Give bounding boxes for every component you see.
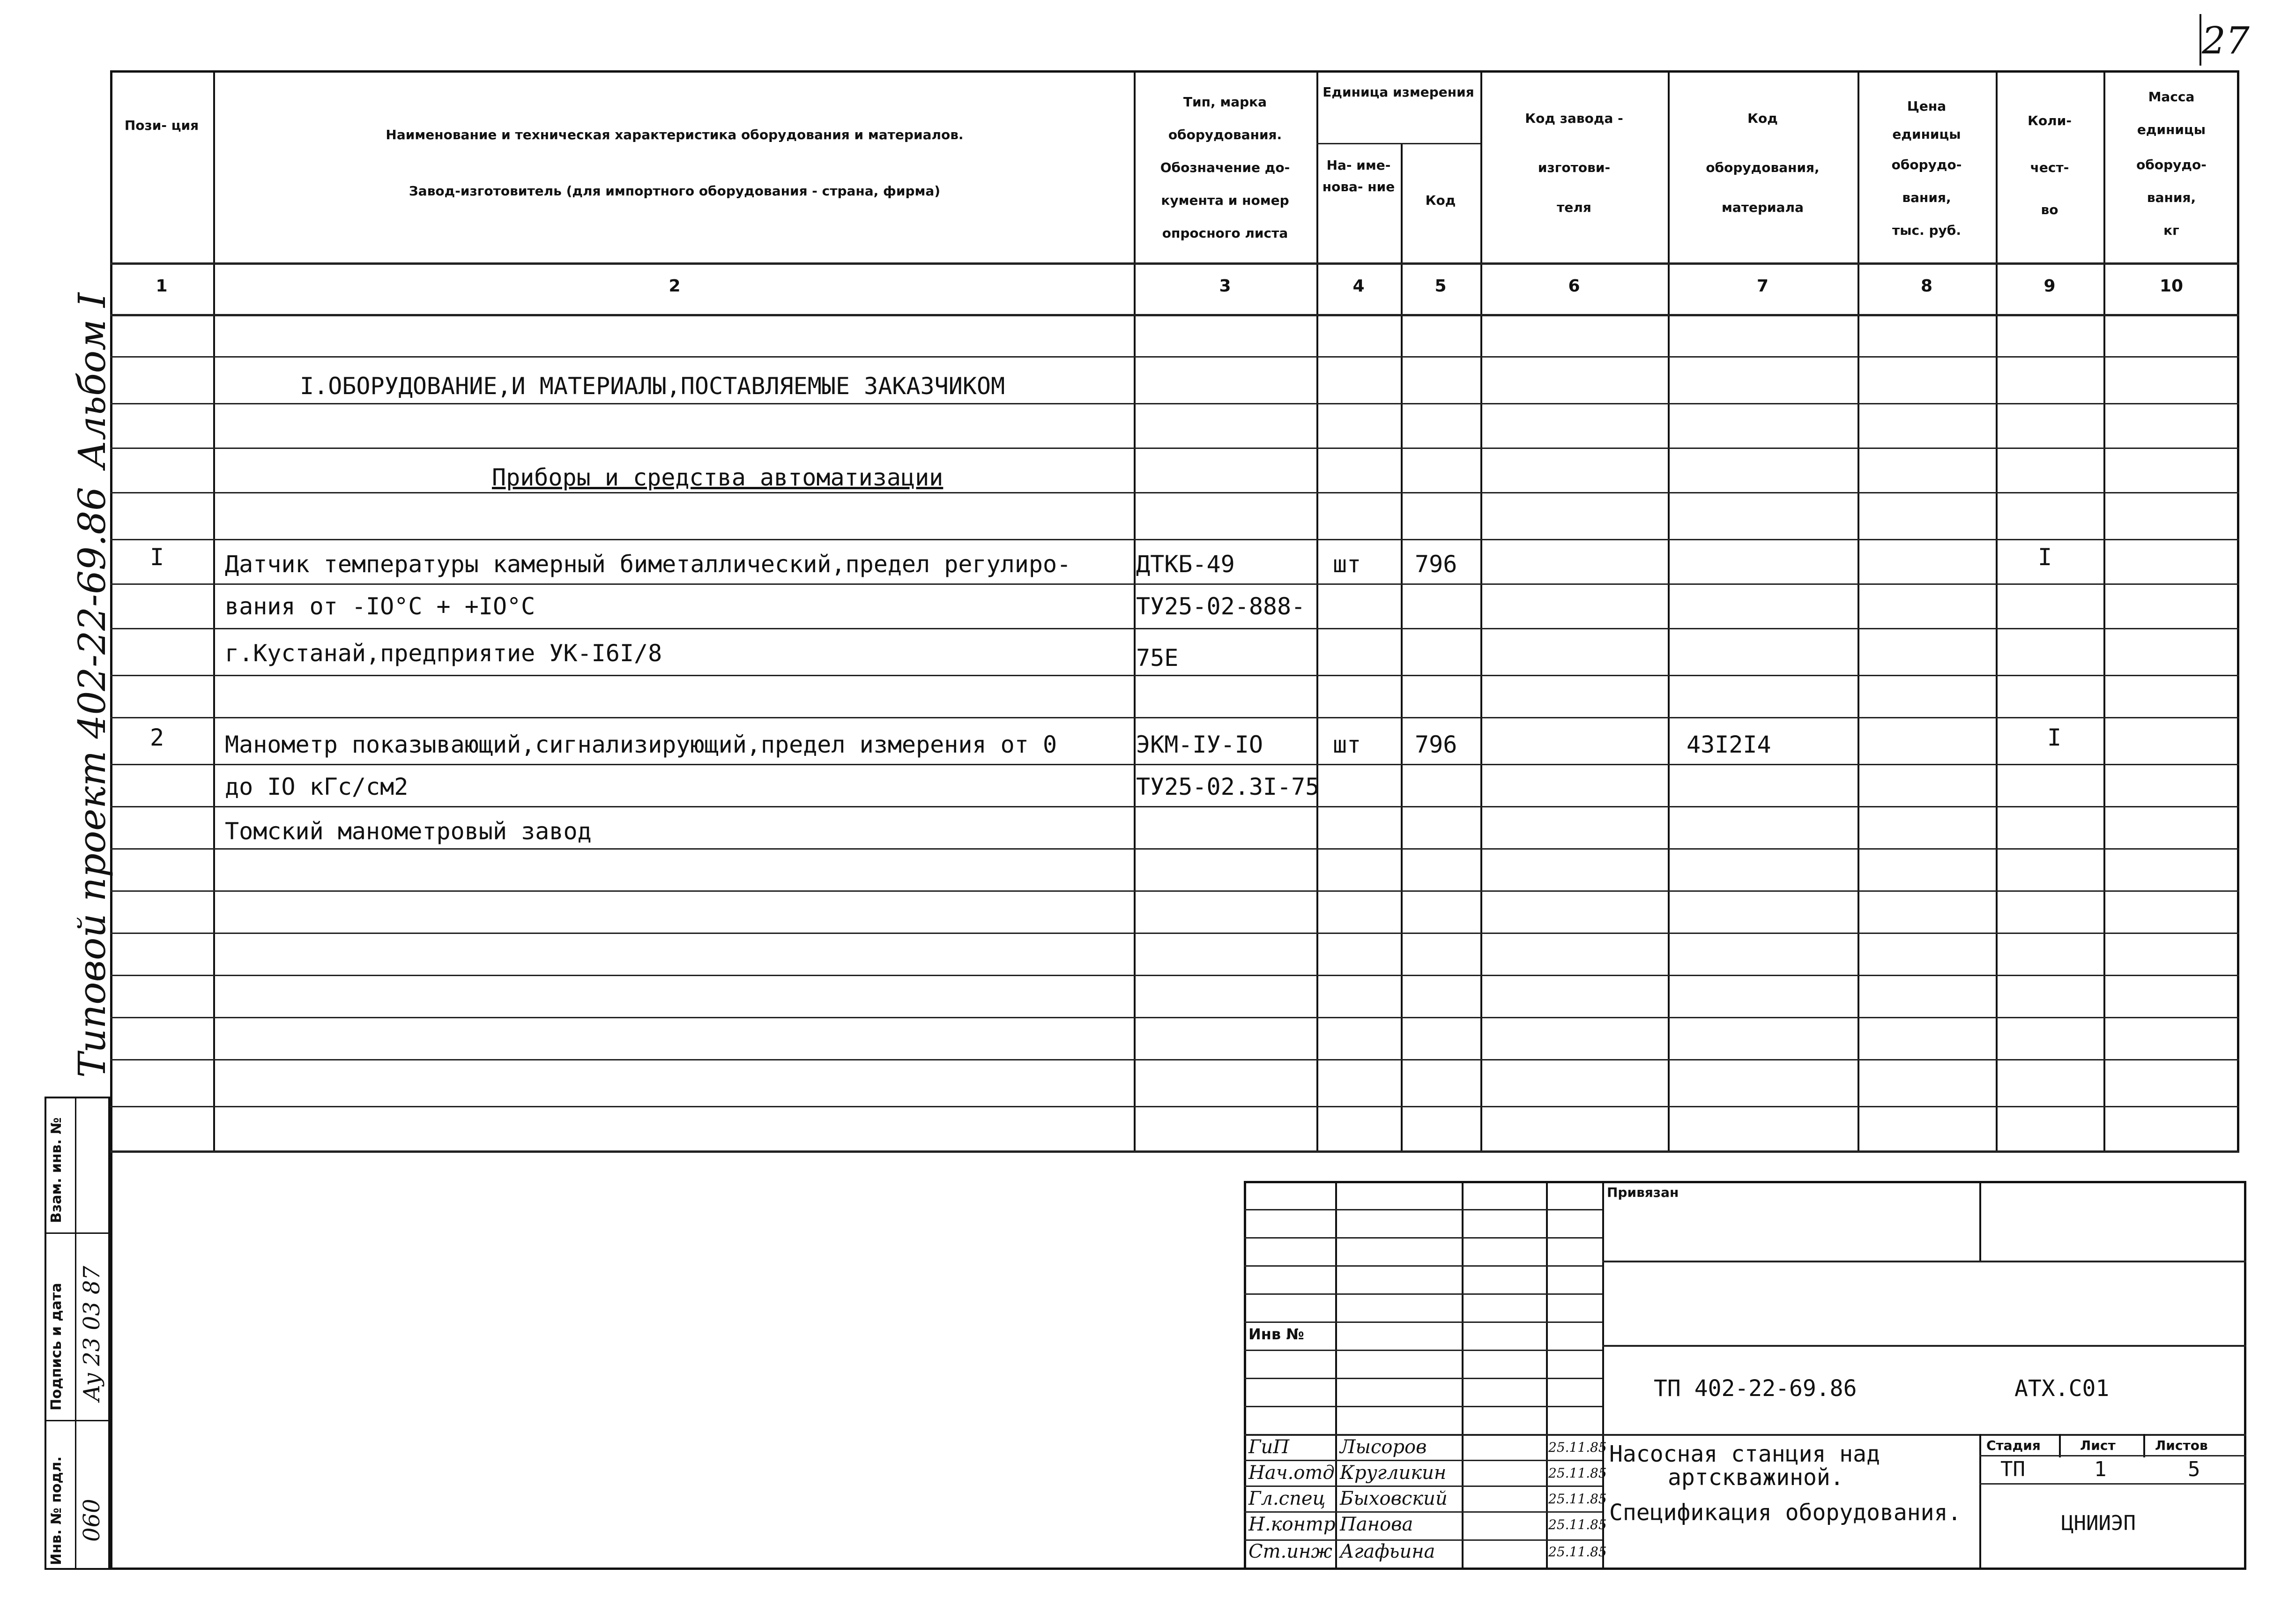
column-number: 1 (156, 276, 168, 296)
title-grid-line (1244, 1486, 1602, 1487)
role-date: 25.11.85 (1548, 1465, 1607, 1481)
item-name-line: до IO кГс/см2 (225, 773, 409, 800)
unit-header-divider (1316, 143, 1480, 144)
row-line (110, 1059, 2239, 1060)
row-line (110, 764, 2239, 765)
sheet-label: Лист (2080, 1438, 2116, 1453)
stage-value: ТП (2000, 1457, 2025, 1481)
item-unit-code: 796 (1415, 551, 1457, 578)
role-date: 25.11.85 (1548, 1440, 1607, 1455)
inv-no-label: Инв № (1248, 1325, 1304, 1343)
column-divider (1134, 70, 1136, 1153)
column-number: 9 (2043, 276, 2056, 296)
organization: ЦНИИЭП (2061, 1511, 2136, 1535)
header-maker-code-3: теля (1557, 200, 1591, 215)
replace-inv-label: Взам. инв. № (48, 1117, 65, 1223)
column-divider (1316, 70, 1318, 1153)
item-type-line: ДТКБ-49 (1136, 551, 1235, 578)
row-line (110, 403, 2239, 404)
stage-label: Стадия (1986, 1438, 2041, 1453)
title-grid-line (1462, 1181, 1464, 1568)
title-line-3: Спецификация оборудования. (1609, 1500, 1962, 1526)
strip-divider (45, 1232, 110, 1234)
header-price-2: единицы (1892, 127, 1961, 142)
item-type-line: ЭКМ-IУ-IO (1136, 731, 1263, 758)
column-divider (1401, 143, 1403, 1153)
title-grid-line (1244, 1293, 1602, 1295)
header-type-2: оборудования. (1168, 127, 1282, 142)
header-mass-3: оборудо- (2136, 157, 2207, 172)
title-grid-line (1602, 1181, 1604, 1568)
header-type-5: опросного листа (1162, 225, 1288, 241)
title-grid-line (1244, 1321, 1602, 1323)
header-name-line2: Завод-изготовитель (для импортного оборудования - страна, фирма) (409, 183, 941, 199)
column-number: 6 (1568, 276, 1580, 296)
item-unit-name: шт (1333, 551, 1361, 578)
item-qty: I (2038, 544, 2052, 571)
column-divider (1996, 70, 1998, 1153)
table-bottom-line (110, 1150, 2239, 1153)
header-maker-code-1: Код завода - (1525, 111, 1623, 126)
drawing-frame-left (110, 1153, 112, 1568)
title-grid-line (1546, 1181, 1548, 1568)
row-line (110, 628, 2239, 629)
header-mass-1: Масса (2148, 89, 2195, 105)
sign-date-label: Подпись и дата (48, 1283, 65, 1411)
inv-orig-value: 060 (79, 1499, 105, 1542)
row-line (110, 448, 2239, 449)
column-number: 4 (1352, 276, 1365, 296)
header-type-4: кумента и номер (1161, 193, 1289, 208)
sheet-value: 1 (2094, 1457, 2107, 1481)
item-name-line: Манометр показывающий,сигнализирующий,предел измерения от 0 (225, 731, 1057, 758)
title-grid-line (1244, 1406, 1602, 1407)
item-position: I (150, 544, 164, 571)
header-unit: Единица измерения (1323, 84, 1474, 100)
strip-divider (45, 1420, 110, 1421)
header-unit-name: На- име- нова- ние (1322, 157, 1395, 194)
title-grid-line (1979, 1434, 1981, 1568)
item-type-line: ТУ25-02-888- (1136, 593, 1306, 620)
row-line (110, 1017, 2239, 1018)
item-name-line: Томский манометровый завод (225, 818, 592, 845)
column-divider (1668, 70, 1670, 1153)
title-grid-line (1244, 1237, 1602, 1239)
row-line (110, 933, 2239, 934)
title-grid-line (1979, 1455, 2246, 1456)
header-equip-code-2: оборудования, (1706, 160, 1820, 175)
sheets-label: Листов (2155, 1438, 2208, 1453)
role-label: Нач.отд (1248, 1462, 1335, 1484)
column-divider (213, 70, 215, 1153)
row-line (110, 806, 2239, 807)
header-qty-2: чест- (2030, 160, 2069, 175)
header-mass-5: кг (2163, 223, 2179, 238)
role-label: Н.контр (1248, 1514, 1336, 1535)
title-line-1: Насосная станция над (1609, 1441, 1880, 1467)
role-name: Лысоров (1340, 1436, 1427, 1458)
item-name-line: Датчик температуры камерный биметаллический,предел регулиро- (225, 551, 1071, 578)
column-divider (1480, 70, 1482, 1153)
item-qty: I (2047, 724, 2062, 751)
colnum-bottom-line (110, 314, 2239, 316)
header-position: Пози- ция (124, 118, 199, 133)
header-mass-2: единицы (2137, 122, 2206, 137)
column-number: 5 (1434, 276, 1447, 296)
item-type-line: ТУ25-02.3I-75 (1136, 773, 1320, 800)
header-equip-code-1: Код (1747, 111, 1778, 126)
project-label: Типовой проект 402-22-69.86 (70, 486, 114, 1078)
title-grid-line (1602, 1345, 2246, 1347)
column-number: 8 (1920, 276, 1933, 296)
title-grid-line (1602, 1261, 2246, 1262)
row-line (110, 717, 2239, 718)
header-bottom-line (110, 262, 2239, 265)
item-equip-code: 43I2I4 (1687, 731, 1771, 758)
item-name-line: вания от -IO°C + +IO°C (225, 593, 535, 620)
header-price-3: оборудо- (1891, 157, 1962, 172)
role-name: Агафьина (1340, 1541, 1435, 1562)
sign-date-value: Ay 23 03 87 (79, 1266, 105, 1401)
header-price-5: тыс. руб. (1892, 223, 1961, 238)
title-grid-line (1979, 1483, 2246, 1485)
header-mass-4: вания, (2147, 190, 2196, 205)
header-qty-1: Коли- (2028, 113, 2072, 128)
row-line (110, 848, 2239, 850)
column-divider (2103, 70, 2105, 1153)
subsection-title: Приборы и средства автоматизации (492, 464, 944, 491)
header-qty-3: во (2041, 202, 2058, 217)
role-date: 25.11.85 (1548, 1491, 1607, 1507)
header-type-1: Тип, марка (1183, 94, 1267, 110)
page-number: 27 (2202, 19, 2250, 62)
title-grid-line (1244, 1265, 1602, 1267)
title-grid-line (1244, 1511, 1602, 1513)
row-line (110, 1106, 2239, 1107)
role-label: Гл.спец (1248, 1488, 1326, 1509)
column-number: 10 (2159, 276, 2184, 296)
role-name: Панова (1340, 1514, 1413, 1535)
header-maker-code-2: изготови- (1538, 160, 1611, 175)
attached-label: Привязан (1607, 1185, 1679, 1200)
title-grid-line (1244, 1350, 1602, 1351)
header-unit-code: Код (1425, 193, 1456, 208)
role-date: 25.11.85 (1548, 1544, 1607, 1560)
row-line (110, 492, 2239, 493)
item-name-line: г.Кустанай,предприятие УК-I6I/8 (225, 640, 662, 667)
role-name: Кругликин (1340, 1462, 1447, 1484)
page-number-mark (2199, 14, 2201, 66)
sheets-value: 5 (2188, 1457, 2200, 1481)
role-label: ГиП (1248, 1436, 1290, 1458)
title-line-2: артскважиной. (1668, 1464, 1844, 1491)
column-number: 7 (1756, 276, 1769, 296)
row-line (110, 539, 2239, 540)
title-grid-line (1979, 1181, 1981, 1261)
doc-code: ТП 402-22-69.86 (1654, 1375, 1857, 1402)
column-divider (1858, 70, 1859, 1153)
row-line (110, 583, 2239, 585)
title-grid-line (1244, 1209, 1602, 1210)
row-line (110, 975, 2239, 976)
title-grid-line (1335, 1181, 1337, 1568)
row-line (110, 890, 2239, 892)
title-grid-line (2143, 1434, 2145, 1457)
row-line (110, 675, 2239, 676)
header-price-4: вания, (1902, 190, 1951, 205)
title-grid-line (1244, 1378, 1602, 1379)
header-price-1: Цена (1907, 98, 1947, 114)
item-unit-code: 796 (1415, 731, 1457, 758)
inv-orig-label: Инв. № подл. (48, 1456, 65, 1565)
album-label: Альбом I (70, 292, 114, 469)
title-grid-line (1244, 1434, 2246, 1436)
doc-mark: АТХ.С01 (2014, 1375, 2110, 1402)
header-name: Наименование и техническая характеристика оборудования и материалов. (386, 127, 964, 142)
header-equip-code-3: материала (1722, 200, 1804, 215)
header-type-3: Обозначение до- (1160, 160, 1290, 175)
title-grid-line (1244, 1460, 1602, 1461)
strip-divider (75, 1097, 76, 1570)
row-line (110, 356, 2239, 358)
title-grid-line (2059, 1434, 2061, 1457)
item-position: 2 (150, 724, 164, 751)
section-title: I.ОБОРУДОВАНИЕ,И МАТЕРИАЛЫ,ПОСТАВЛЯЕМЫЕ ЗАКАЗЧИКОМ (300, 373, 1005, 400)
role-label: Ст.инж (1248, 1541, 1332, 1562)
role-name: Быховский (1340, 1488, 1448, 1509)
column-number: 2 (669, 276, 681, 296)
role-date: 25.11.85 (1548, 1517, 1607, 1532)
item-unit-name: шт (1333, 731, 1361, 758)
item-type-line: 75Е (1136, 644, 1179, 672)
column-number: 3 (1219, 276, 1231, 296)
